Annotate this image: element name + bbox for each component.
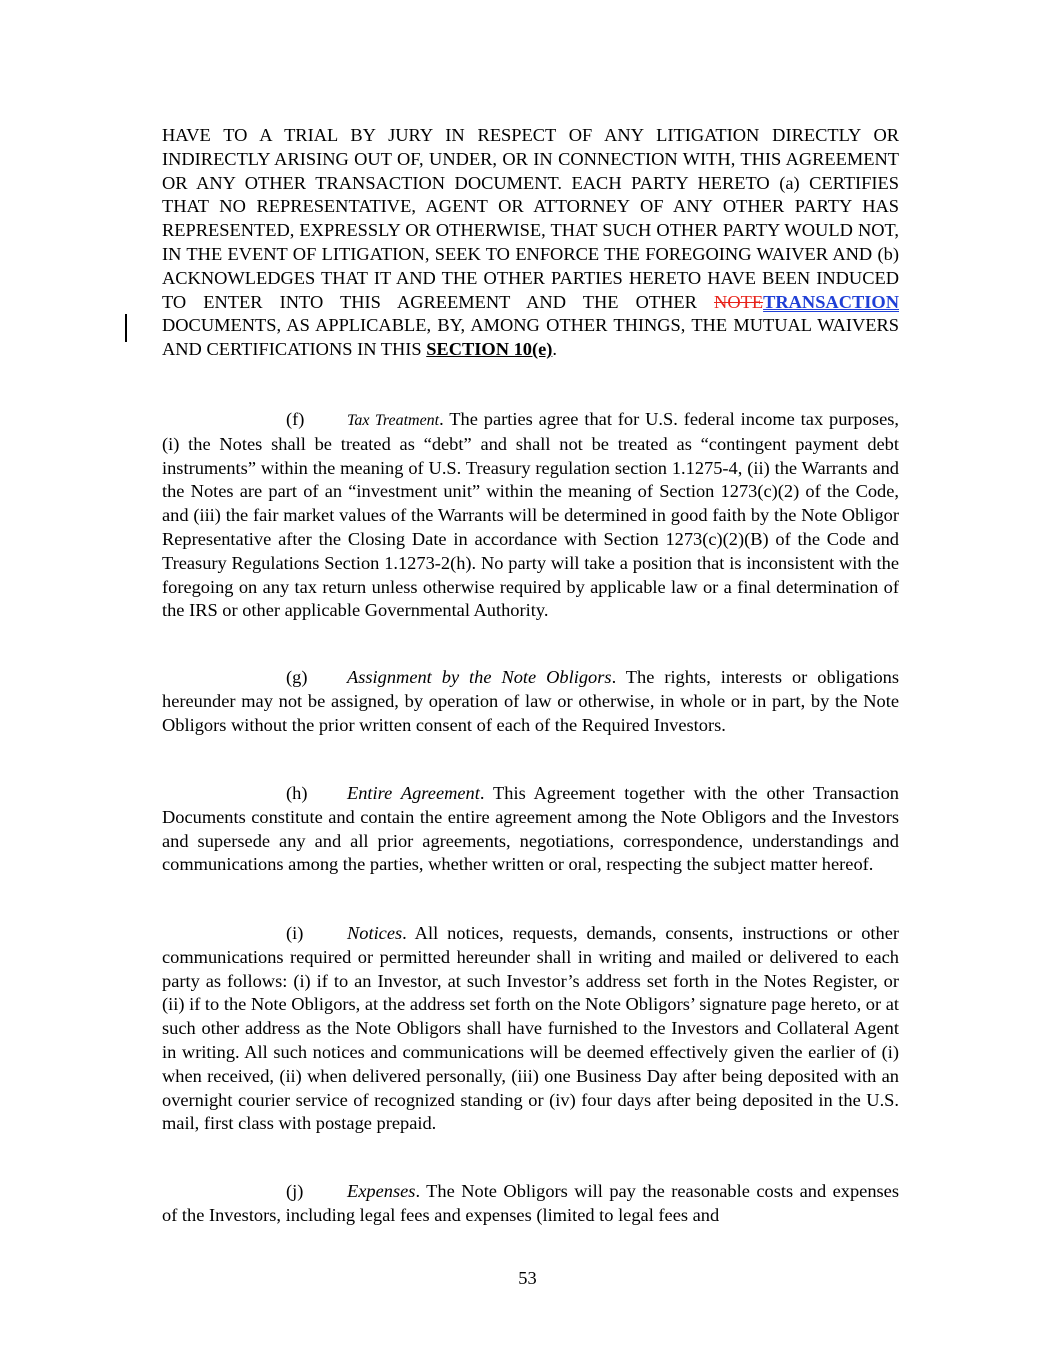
waiver-end: . (552, 339, 557, 360)
paragraph-body: . This Agreement together with the other Transaction Documents constitute and contain the entire agreement among the Note Obligors and the Investors and supersede any and all prior agreements, negotiations, correspondence, understandings and communications among the parties, whether written or oral, respecting the subject matter hereof. (162, 783, 899, 875)
inserted-text: TRANSACTION (763, 291, 899, 312)
paragraph-tax-treatment (162, 408, 899, 623)
paragraph-heading: Entire Agreement (347, 783, 480, 803)
waiver-text-after: DOCUMENTS, AS APPLICABLE, BY, AMONG OTHER THINGS, THE MUTUAL WAIVERS AND CERTIFICATIONS IN THIS (162, 315, 899, 360)
paragraph-enum: (j) (286, 1181, 304, 1201)
revision-change-bar (125, 314, 127, 342)
waiver-text-before: HAVE TO A TRIAL BY JURY IN RESPECT OF ANY LITIGATION DIRECTLY OR INDIRECTLY ARISING OUT OF, UNDER, OR IN CONNECTION WITH, THIS AGREEMENT OR ANY OTHER TRANSACTION DOCUMENT. EACH PARTY HERETO (a) CERTIFIES THAT NO REPRESENTATIVE, AGENT OR ATTORNEY OF ANY OTHER PARTY HAS REPRESENTED, EXPRESSLY OR OTHERWISE, THAT SUCH OTHER PARTY WOULD NOT, IN THE EVENT OF LITIGATION, SEEK TO ENFORCE THE FOREGOING WAIVER AND (b) ACKNOWLEDGES THAT IT AND THE OTHER PARTIES HERETO HAVE BEEN INDUCED TO ENTER INTO THIS AGREEMENT AND THE OTHER (162, 125, 899, 312)
paragraph-notices (162, 922, 899, 1136)
paragraph-body: . All notices, requests, demands, consents, instructions or other communications required or permitted hereunder shall in writing and mailed or delivered to each party as follows: (i) if to an Investor, at such Investor’s address set forth in the Notes Register, or (ii) if to the Note Obligors, at the address set forth on the Note Obligors’ signature page hereto, or at such other address as the Note Obligors shall have furnished to the Investors and Collateral Agent in writing. All such notices and communications will be deemed effectively given the earlier of (i) when received, (ii) when delivered personally, (iii) one Business Day after being deposited with an overnight courier service of recognized standing or (iv) four days after being deposited in the U.S. mail, first class with postage prepaid. (162, 923, 899, 1134)
paragraph-body: . The parties agree that for U.S. federal income tax purposes, (i) the Notes shall be treated as “debt” and shall not be treated as “contingent payment debt instruments” within the meaning of U.S. Treasury regulation section 1.1275-4, (ii) the Warrants and the Notes are part of an “investment unit” within the meaning of Section 1273(c)(2) of the Code, and (iii) the fair market values of the Warrants will be determined in good faith by the Note Obligor Representative after the Closing Date in accordance with Section 1273(c)(2)(B) of the Code and Treasury Regulations Section 1.1273-2(h). No party will take a position that is inconsistent with the foregoing on any tax return unless otherwise required by applicable law or a final determination of the IRS or other applicable Governmental Authority. (162, 409, 899, 621)
paragraph-body: . The Note Obligors will pay the reasonable costs and expenses of the Investors, including legal fees and expenses (limited to legal fees and (162, 1181, 899, 1225)
paragraph-body: . The rights, interests or obligations hereunder may not be assigned, by operation of law or otherwise, in whole or in part, by the Note Obligors without the prior written consent of each of the Required Investors. (162, 667, 899, 735)
paragraph-enum: (h) (286, 783, 308, 803)
deleted-text: NOTE (714, 291, 764, 312)
paragraph-heading: Assignment by the Note Obligors (347, 667, 612, 687)
paragraph-assignment (162, 666, 899, 737)
paragraph-expenses (162, 1180, 899, 1228)
paragraph-enum: (i) (286, 923, 304, 943)
paragraph-enum: (f) (286, 409, 305, 429)
page-number: 53 (518, 1268, 537, 1288)
paragraph-enum: (g) (286, 667, 308, 687)
paragraph-heading: Notices (347, 923, 403, 943)
paragraph-heading: Expenses (347, 1181, 416, 1201)
section-reference: SECTION 10(e) (426, 339, 553, 360)
paragraph-entire-agreement (162, 782, 899, 877)
paragraph-heading: Tax Treatment (347, 412, 440, 429)
paragraph-jury-waiver (162, 124, 899, 362)
